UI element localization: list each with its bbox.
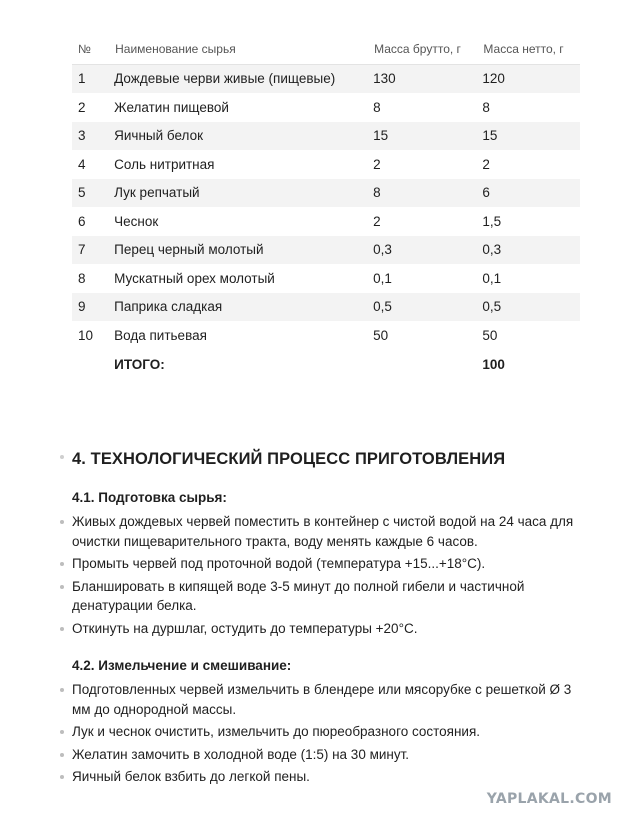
row-net: 0,3 [482,236,580,265]
table-row [72,65,580,94]
row-gross: 0,1 [373,264,482,293]
header-number: № [72,34,114,65]
mixing-steps-list [72,680,592,790]
row-gross: 2 [373,150,482,179]
row-name: Дождевые черви живые (пищевые) [114,65,373,94]
total-row [72,350,580,379]
table-row [72,150,580,179]
row-number: 3 [72,122,114,151]
header-gross: Масса брутто, г [373,34,482,65]
row-gross: 0,3 [373,236,482,265]
row-name: Перец черный молотый [114,236,373,265]
row-net: 0,1 [482,264,580,293]
table-row [72,293,580,322]
table-row [72,236,580,265]
table-row [72,122,580,151]
row-gross: 130 [373,65,482,94]
row-gross: 50 [373,321,482,350]
list-item: Лук и чеснок очистить, измельчить до пюреобразного состояния. [72,722,592,742]
row-net: 8 [482,93,580,122]
header-name: Наименование сырья [114,34,373,65]
list-item: Желатин замочить в холодной воде (1:5) на 30 минут. [72,745,592,765]
heading-bullet-icon [60,455,64,459]
row-net: 6 [482,179,580,208]
row-gross: 0,5 [373,293,482,322]
row-name: Чеснок [114,207,373,236]
table-row [72,179,580,208]
header-net: Масса нетто, г [482,34,580,65]
subsection-title-prep: 4.1. Подготовка сырья: [72,490,227,505]
row-number: 6 [72,207,114,236]
row-net: 50 [482,321,580,350]
row-name: Лук репчатый [114,179,373,208]
row-name: Мускатный орех молотый [114,264,373,293]
row-name: Паприка сладкая [114,293,373,322]
list-item: Бланшировать в кипящей воде 3-5 минут до полной гибели и частичной денатурации белка. [72,577,592,616]
row-name: Соль нитритная [114,150,373,179]
row-number: 2 [72,93,114,122]
row-number: 9 [72,293,114,322]
table-row [72,207,580,236]
table-header-row [72,34,580,65]
ingredients-table [72,34,580,379]
total-net: 100 [482,350,580,379]
row-net: 120 [482,65,580,94]
list-item: Откинуть на дуршлаг, остудить до температуры +20°C. [72,619,592,639]
subsection-title-mixing: 4.2. Измельчение и смешивание: [72,658,292,673]
watermark-logo: YAPLAKAL.COM [486,791,612,807]
table-row [72,321,580,350]
row-number: 8 [72,264,114,293]
list-item: Живых дождевых червей поместить в контейнер с чистой водой на 24 часа для очистки пищеварительного тракта, воду менять каждые 6 часов. [72,512,592,551]
total-label: ИТОГО: [114,350,373,379]
row-gross: 2 [373,207,482,236]
row-number: 1 [72,65,114,94]
row-gross: 8 [373,179,482,208]
row-net: 0,5 [482,293,580,322]
prep-steps-list [72,512,592,641]
row-name: Желатин пищевой [114,93,373,122]
list-item: Подготовленных червей измельчить в блендере или мясорубке с решеткой Ø 3 мм до однородной массы. [72,680,592,719]
section-title: 4. ТЕХНОЛОГИЧЕСКИЙ ПРОЦЕСС ПРИГОТОВЛЕНИЯ [72,450,506,468]
table-row [72,264,580,293]
row-gross: 15 [373,122,482,151]
row-net: 2 [482,150,580,179]
row-net: 15 [482,122,580,151]
row-number: 10 [72,321,114,350]
row-gross: 8 [373,93,482,122]
table-row [72,93,580,122]
row-name: Яичный белок [114,122,373,151]
row-name: Вода питьевая [114,321,373,350]
row-number: 5 [72,179,114,208]
list-item: Промыть червей под проточной водой (температура +15...+18°C). [72,554,592,574]
row-net: 1,5 [482,207,580,236]
list-item: Яичный белок взбить до легкой пены. [72,767,592,787]
row-number: 4 [72,150,114,179]
row-number: 7 [72,236,114,265]
